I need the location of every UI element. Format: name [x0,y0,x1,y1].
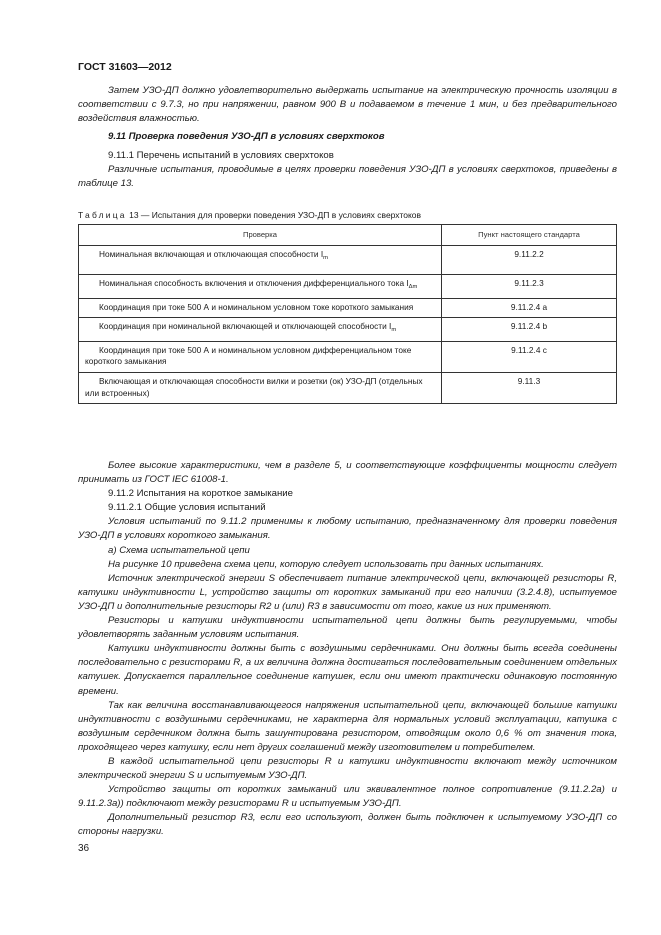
intro-paragraph: Затем УЗО-ДП должно удовлетворительно выдержать испытание на электрическую прочность изоляции в соответствии с 9.7.3, но при напряжении, равном 900 В и подаваемом в течение 1 мин, и без предварительного воздействия влажностью. [78,85,617,125]
subsection-heading: 9.11.1 Перечень испытаний в условиях сверхтоков [108,150,334,162]
table-row: Координация при токе 500 А и номинальном условном токе короткого замыкания 9.11.2.4 a [79,298,617,318]
table-row: Координация при номинальной включающей и отключающей способности $I_m$ 9.11.2.4 b [79,318,617,342]
subsection-heading: 9.11.2.1 Общие условия испытаний [108,502,266,514]
subsection-heading: 9.11.2 Испытания на короткое замыкание [108,488,293,500]
table-row: Включающая и отключающая способности вилки и розетки (ок) УЗО-ДП (отдельных или встроенных) 9.11.3 [79,372,617,403]
standard-header: ГОСТ 31603—2012 [78,61,172,73]
section-9-11 [78,130,617,191]
table-row: Координация при токе 500 А и номинальном условном дифференциальном токе короткого замыкания 9.11.2.4 c [79,341,617,372]
table-13 [78,224,617,404]
section-heading: 9.11 Проверка поведения УЗО-ДП в условиях сверхтоков [108,131,385,142]
short-circuit-tests-text: Более высокие характеристики, чем в разделе 5, и соответствующие коэффициенты мощности следует принимать из ГОСТ IEC 61008-1. 9.11.2 Испытания на короткое замыкание 9.11.2.1 Общие условия испытаний Условия испытаний по 9.11.2 применимы к любому испытанию, предназначенному для проверки поведения УЗО-ДП в условиях короткого замыкания. а) Схема испытательной цепи На рисунке 10 приведена схема цепи, которую следует использовать при данных испытаниях. Источник электрической энергии S обеспечивает питание электрической цепи, включающей резисторы R, катушки индуктивности L, устройство защиты от коротких замыканий при его наличии (3.2.4.8), испытуемое УЗО-ДП и дополнительные резисторы R2 и (или) R3 в зависимости от того, какие из них применяют. Резисторы и катушки индуктивности испытательной цепи должны быть регулируемыми, чтобы удовлетворять заданным условиям испытания. Катушки индуктивности должны быть с воздушными сердечниками. Они должны быть всегда соединены последовательно с резисторами R, а их величина должна достигаться последовательным соединением отдельных катушек. Допускается параллельное соединение катушек, если они имеют практически одинаковую постоянную времени. Так как величина восстанавливающегося напряжения испытательной цепи, включающей большие катушки индуктивности с воздушными сердечниками, не характерна для нормальных условий эксплуатации, катушка с воздушным сердечником должна быть зашунтирована резистором, отводящим около 0,6 % от значения тока, проходящего через катушку, если нет других соглашений между изготовителем и потребителем. В каждой испытательной цепи резисторы R и катушки индуктивности включают между источником электрической энергии S и испытуемым УЗО-ДП. Устройство защиты от коротких замыканий или эквивалентное полное сопротивление (9.11.2.2а) и 9.11.2.3а)) подключают между резисторами R и испытуемым УЗО-ДП. Дополнительный резистор R3, если его используют, должен быть подключен к испытуемому УЗО-ДП со стороны нагрузки. [78,460,617,838]
table-row: Номинальная способность включения и отключения дифференциального тока $I_{\Delta m}$ 9.11.2.3 [79,275,617,299]
section-text: Различные испытания, проводимые в целях проверки поведения УЗО-ДП в условиях сверхтоков, приведены в таблице 13. [78,164,617,190]
column-header-check: Проверка [79,225,442,246]
table-row: Номинальная включающая и отключающая способности $I_m$ 9.11.2.2 [79,246,617,275]
page-number: 36 [78,843,90,854]
column-header-clause: Пункт настоящего стандарта [442,225,617,246]
table-caption: Таблица 13 — Испытания для проверки поведения УЗО-ДП в условиях сверхтоков [78,210,422,220]
